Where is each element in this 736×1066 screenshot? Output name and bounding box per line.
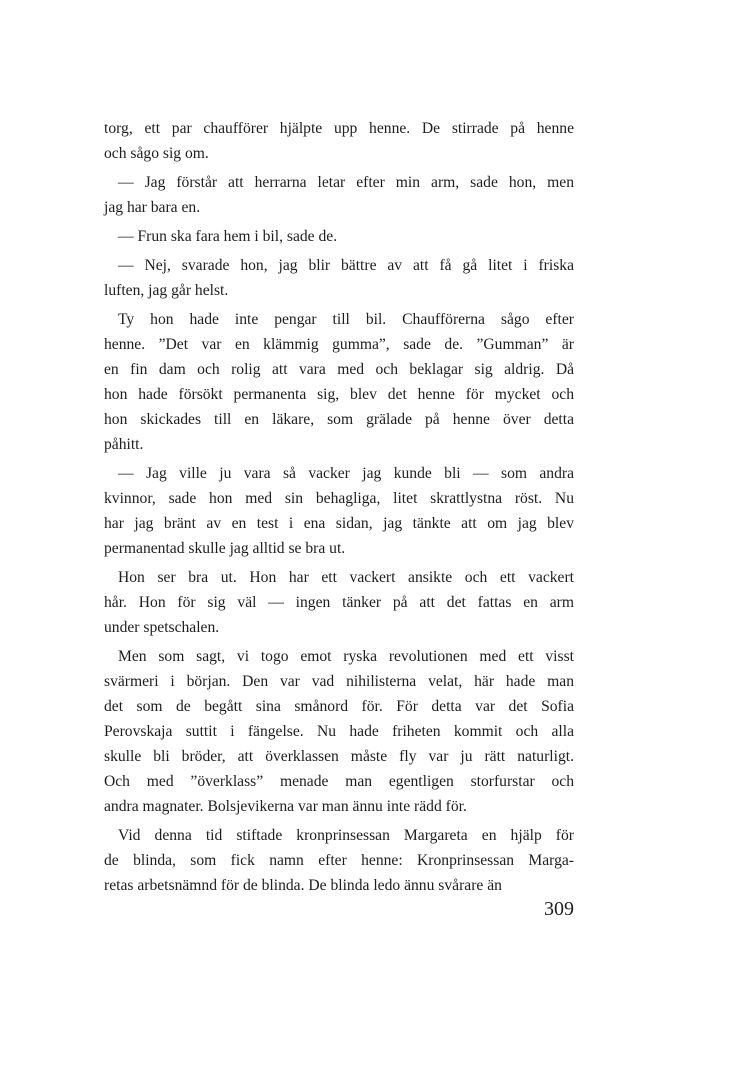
- text-line: hon skickades till en läkare, som grälade på henne över detta: [104, 411, 574, 428]
- text-line: retas arbetsnämnd för de blinda. De blinda ledo ännu svårare än: [104, 877, 502, 894]
- text-line: Ty hon hade inte pengar till bil. Chaufförerna sågo efter: [118, 311, 574, 328]
- text-line: — Nej, svarade hon, jag blir bättre av att få gå litet i friska: [118, 257, 574, 274]
- text-line: Hon ser bra ut. Hon har ett vackert ansikte och ett vackert: [118, 569, 574, 586]
- text-line: hår. Hon för sig väl — ingen tänker på att det fattas en arm: [104, 594, 574, 611]
- text-line: kvinnor, sade hon med sin behagliga, litet skrattlystna röst. Nu: [104, 490, 574, 507]
- text-line: en fin dam och rolig att vara med och beklagar sig aldrig. Då: [104, 361, 574, 378]
- text-line: de blinda, som fick namn efter henne: Kronprinsessan Marga-: [104, 852, 574, 869]
- text-line: det som de begått sina smånord för. För detta var det Sofia: [104, 698, 574, 715]
- page-number: 309: [544, 898, 574, 920]
- text-line: luften, jag går helst.: [104, 282, 229, 299]
- text-line: och sågo sig om.: [104, 145, 209, 162]
- paragraph: [104, 307, 574, 457]
- text-line: Vid denna tid stiftade kronprinsessan Margareta en hjälp för: [118, 827, 574, 844]
- text-line: skulle bli bröder, att överklassen måste fly var ju rätt naturligt.: [104, 748, 574, 765]
- paragraph: [104, 253, 574, 303]
- text-line: — Jag ville ju vara så vacker jag kunde bli — som andra: [118, 465, 574, 482]
- text-line: har jag bränt av en test i ena sidan, jag tänkte att om jag blev: [104, 515, 574, 532]
- text-line: påhitt.: [104, 436, 144, 453]
- paragraph: [104, 116, 574, 166]
- text-line: jag har bara en.: [104, 199, 201, 216]
- text-line: andra magnater. Bolsjevikerna var man ännu inte rädd för.: [104, 798, 467, 815]
- paragraph: [104, 565, 574, 640]
- text-line: henne. ”Det var en klämmig gumma”, sade de. ”Gumman” är: [104, 336, 574, 353]
- text-line: Och med ”överklass” menade man egentligen storfurstar och: [104, 773, 574, 790]
- text-line: Men som sagt, vi togo emot ryska revolutionen med ett visst: [118, 648, 574, 665]
- text-line: hon hade försökt permanenta sig, blev det henne för mycket och: [104, 386, 574, 403]
- text-line: — Jag förstår att herrarna letar efter min arm, sade hon, men: [118, 174, 574, 191]
- paragraph: [104, 170, 574, 220]
- paragraph: [104, 644, 574, 819]
- text-line: Perovskaja suttit i fängelse. Nu hade friheten kommit och alla: [104, 723, 574, 740]
- text-line: under spetschalen.: [104, 619, 220, 636]
- body-text: [104, 116, 574, 902]
- text-line: — Frun ska fara hem i bil, sade de.: [118, 228, 338, 245]
- text-line: permanentad skulle jag alltid se bra ut.: [104, 540, 346, 557]
- paragraph: [104, 224, 574, 249]
- paragraph: [104, 461, 574, 561]
- paragraph: [104, 823, 574, 898]
- text-line: svärmeri i början. Den var vad nihilisterna velat, här hade man: [104, 673, 574, 690]
- text-line: torg, ett par chaufförer hjälpte upp henne. De stirrade på henne: [104, 120, 574, 137]
